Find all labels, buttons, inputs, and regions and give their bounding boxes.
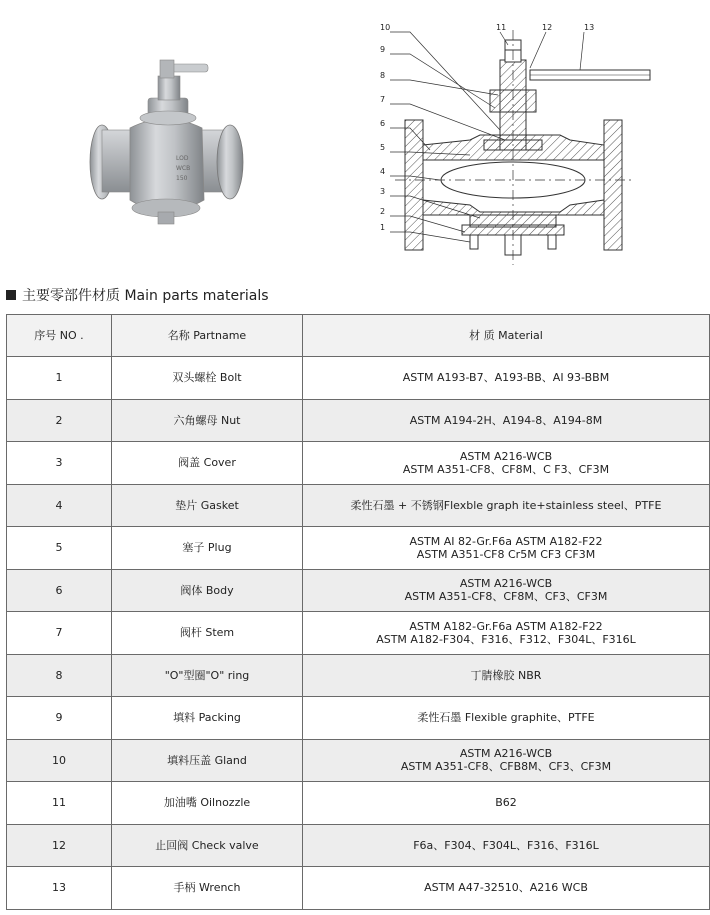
cell-partname: 双头螺栓 Bolt: [112, 357, 303, 400]
material-line: ASTM A47-32510、A216 WCB: [424, 881, 588, 895]
cell-material: [303, 399, 710, 442]
cell-material: [303, 527, 710, 570]
table-row: [7, 824, 710, 867]
cell-material: [303, 357, 710, 400]
header-no: 序号 NO .: [7, 315, 112, 357]
header-partname: 名称 Partname: [112, 315, 303, 357]
material-line: ASTM A216-WCB: [459, 747, 553, 761]
cell-material: [303, 442, 710, 485]
cell-partname: 垫片 Gasket: [112, 484, 303, 527]
svg-text:WCB: WCB: [176, 165, 191, 172]
callout-5: 5: [380, 143, 386, 152]
cell-material: [303, 739, 710, 782]
valve-photo: [90, 60, 243, 224]
cell-no: 8: [7, 654, 112, 697]
cell-partname: 加油嘴 Oilnozzle: [112, 782, 303, 825]
table-row: [7, 484, 710, 527]
cell-partname: 阀盖 Cover: [112, 442, 303, 485]
cell-no: 3: [7, 442, 112, 485]
table-row: [7, 442, 710, 485]
cell-no: 13: [7, 867, 112, 910]
header-material: 材 质 Material: [303, 315, 710, 357]
material-line: ASTM A351-CF8、CF8M、CF3、CF3M: [404, 590, 608, 604]
cell-no: 9: [7, 697, 112, 740]
cell-partname: 止回阀 Check valve: [112, 824, 303, 867]
table-row: [7, 357, 710, 400]
material-line: ASTM A351-CF8、CFB8M、CF3、CF3M: [400, 760, 612, 774]
material-line: ASTM A216-WCB: [459, 449, 553, 463]
section-title-text: 主要零部件材质 Main parts materials: [22, 288, 269, 304]
callout-6: 6: [380, 119, 386, 128]
cell-no: 7: [7, 612, 112, 655]
cell-material: [303, 569, 710, 612]
callout-9: 9: [380, 45, 386, 54]
cell-material: [303, 782, 710, 825]
table-row: [7, 654, 710, 697]
material-line: ASTM A182-F304、F316、F312、F304L、F316L: [376, 632, 636, 646]
table-row: [7, 399, 710, 442]
material-line: 柔性石墨 Flexible graphite、PTFE: [417, 711, 595, 725]
table-row: [7, 569, 710, 612]
callout-8: 8: [380, 71, 386, 80]
cell-material: [303, 484, 710, 527]
callout-7: 7: [380, 95, 386, 104]
table-row: [7, 867, 710, 910]
cell-material: [303, 867, 710, 910]
material-line: ASTM A351-CF8、CF8M、C F3、CF3M: [402, 462, 610, 476]
material-line: ASTM A194-2H、A194-8、A194-8M: [409, 413, 603, 427]
material-line: ASTM AI 82-Gr.F6a ASTM A182-F22: [409, 534, 603, 548]
callout-1: 1: [380, 223, 386, 232]
cell-no: 5: [7, 527, 112, 570]
cell-no: 4: [7, 484, 112, 527]
cell-no: 11: [7, 782, 112, 825]
parts-materials-table: [6, 314, 710, 910]
table-row: [7, 782, 710, 825]
cell-partname: 六角螺母 Nut: [112, 399, 303, 442]
material-line: ASTM A351-CF8 Cr5M CF3 CF3M: [416, 547, 596, 561]
cell-material: [303, 697, 710, 740]
cell-partname: 阀体 Body: [112, 569, 303, 612]
table-row: [7, 739, 710, 782]
table-row: [7, 612, 710, 655]
material-line: ASTM A182-Gr.F6a ASTM A182-F22: [409, 619, 603, 633]
callout-11: 11: [496, 23, 507, 32]
material-line: B62: [495, 796, 517, 810]
material-line: 丁腈橡胶 NBR: [470, 668, 542, 682]
figures-area: [0, 0, 710, 280]
material-line: ASTM A216-WCB: [459, 577, 553, 591]
cell-material: [303, 654, 710, 697]
svg-text:150: 150: [176, 175, 188, 182]
material-line: F6a、F304、F304L、F316、F316L: [413, 838, 599, 852]
callout-4: 4: [380, 167, 386, 176]
sectional-drawing: [395, 30, 650, 265]
cell-no: 10: [7, 739, 112, 782]
callout-2: 2: [380, 207, 386, 216]
cell-material: [303, 612, 710, 655]
cell-partname: 阀杆 Stem: [112, 612, 303, 655]
callout-10: 10: [380, 23, 391, 32]
material-line: 柔性石墨 + 不锈钢Flexble graph ite+stainless steel、PTFE: [350, 498, 662, 512]
table-row: [7, 527, 710, 570]
callout-12: 12: [542, 23, 553, 32]
cell-partname: "O"型圈"O" ring: [112, 654, 303, 697]
cell-no: 2: [7, 399, 112, 442]
table-body: [7, 357, 710, 910]
cell-no: 6: [7, 569, 112, 612]
cell-partname: 填料 Packing: [112, 697, 303, 740]
svg-text:LOD: LOD: [176, 155, 189, 162]
cell-partname: 填料压盖 Gland: [112, 739, 303, 782]
cell-no: 12: [7, 824, 112, 867]
cell-partname: 手柄 Wrench: [112, 867, 303, 910]
cell-material: [303, 824, 710, 867]
table-row: [7, 697, 710, 740]
table-header-row: [7, 315, 710, 357]
cell-no: 1: [7, 357, 112, 400]
callout-3: 3: [380, 187, 386, 196]
title-square-icon: [6, 290, 16, 300]
section-title: [6, 286, 269, 304]
callout-13: 13: [584, 23, 595, 32]
cell-partname: 塞子 Plug: [112, 527, 303, 570]
material-line: ASTM A193-B7、A193-BB、AI 93-BBM: [402, 371, 610, 385]
